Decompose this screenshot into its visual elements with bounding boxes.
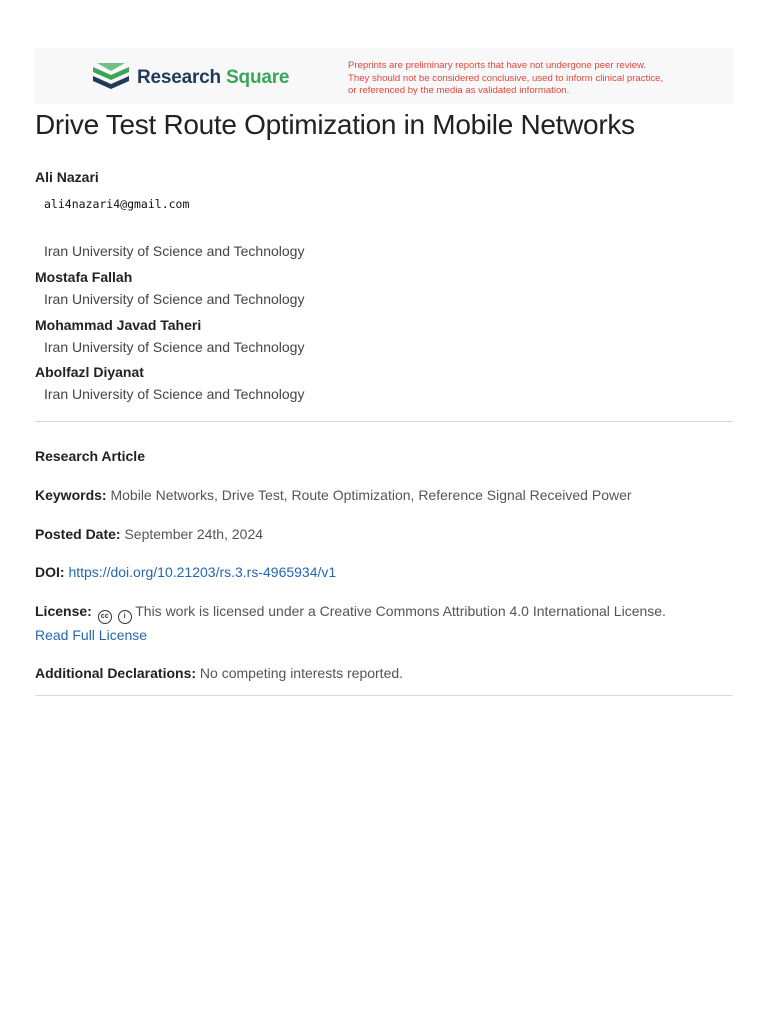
author-affiliation: Iran University of Science and Technology xyxy=(44,386,305,402)
declarations-label: Additional Declarations: xyxy=(35,665,197,681)
notice-line: or referenced by the media as validated information. xyxy=(348,85,570,97)
research-square-logo-icon xyxy=(93,63,129,93)
preprint-banner xyxy=(35,48,733,104)
license-text: This work is licensed under a Creative Commons Attribution 4.0 International License. xyxy=(135,603,666,619)
divider xyxy=(35,421,733,422)
divider xyxy=(35,695,733,696)
author-name: Mostafa Fallah xyxy=(35,269,133,285)
license-label: License: xyxy=(35,603,92,619)
keywords-label: Keywords: xyxy=(35,487,107,503)
author-affiliation: Iran University of Science and Technology xyxy=(44,339,305,355)
research-square-logo[interactable] xyxy=(93,63,289,93)
logo-wordmark xyxy=(137,67,289,89)
author-affiliation: Iran University of Science and Technology xyxy=(44,291,305,307)
cc-icon: cc xyxy=(98,610,112,624)
doi-row xyxy=(35,561,733,584)
declarations-row xyxy=(35,662,733,685)
preprint-notice xyxy=(348,60,728,98)
by-attribution-icon: i xyxy=(118,610,132,624)
article-type xyxy=(35,445,733,468)
posted-date-value: September 24th, 2024 xyxy=(124,526,264,542)
paper-title: Drive Test Route Optimization in Mobile Networks xyxy=(35,109,635,140)
author-email: ali4nazari4@gmail.com xyxy=(44,197,190,211)
doi-label: DOI: xyxy=(35,564,65,580)
author-name: Abolfazl Diyanat xyxy=(35,364,144,380)
notice-line: Preprints are preliminary reports that have not undergone peer review. xyxy=(348,60,647,71)
read-full-license-link[interactable]: Read Full License xyxy=(35,627,148,643)
logo-word-research: Research xyxy=(137,67,221,88)
article-type-label: Research Article xyxy=(35,448,145,464)
author-name: Ali Nazari xyxy=(35,169,99,185)
logo-word-square: Square xyxy=(226,67,290,88)
keywords-row xyxy=(35,484,733,507)
posted-date-label: Posted Date: xyxy=(35,526,121,542)
declarations-value: No competing interests reported. xyxy=(199,665,404,681)
author-affiliation: Iran University of Science and Technology xyxy=(44,243,305,259)
license-row xyxy=(35,600,733,647)
keywords-value: Mobile Networks, Drive Test, Route Optimization, Reference Signal Received Power xyxy=(110,487,632,503)
author-name: Mohammad Javad Taheri xyxy=(35,317,202,333)
doi-link[interactable]: https://doi.org/10.21203/rs.3.rs-4965934/v1 xyxy=(68,564,337,580)
posted-date-row xyxy=(35,523,733,546)
notice-line: They should not be considered conclusive, used to inform clinical practice, xyxy=(348,72,664,84)
